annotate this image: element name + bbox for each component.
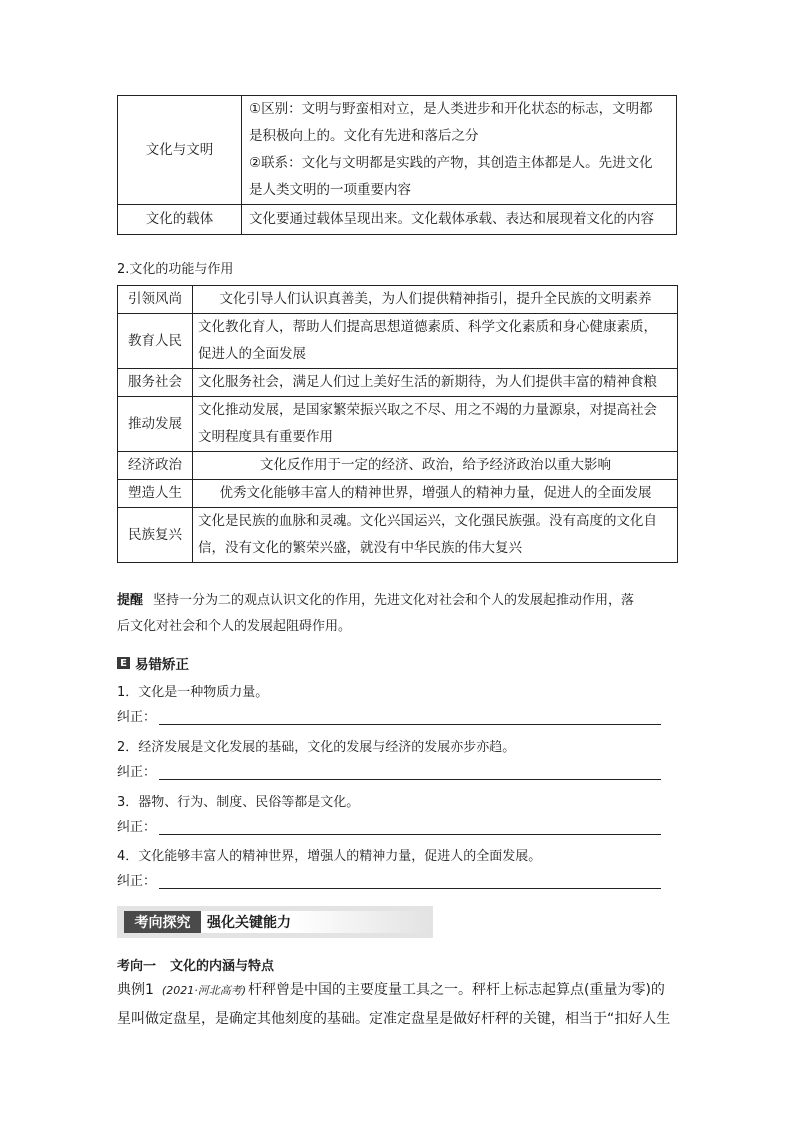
- kaoxiang-title: 文化的内涵与特点: [170, 959, 275, 974]
- cell-line: 文明程度具有重要作用: [198, 429, 333, 445]
- table-key-cell: 教育人民: [118, 314, 193, 369]
- table-key-cell: 文化与文明: [118, 96, 242, 205]
- table-key-cell: 经济政治: [118, 452, 193, 480]
- table-row: [118, 480, 678, 508]
- table-value-cell: [193, 369, 678, 397]
- table-key-cell: 服务社会: [118, 369, 193, 397]
- correction-e-icon: E: [117, 657, 130, 669]
- correction-item: 1．文化是一种物质力量。: [117, 685, 269, 700]
- table-value-cell: [193, 286, 678, 314]
- correction-item: 3．器物、行为、制度、民俗等都是文化。: [117, 795, 360, 810]
- correction-heading: [117, 653, 189, 673]
- cell-line: 是人类文明的一项重要内容: [249, 182, 411, 198]
- correction-item: 4．文化能够丰富人的精神世界，增强人的精神力量，促进人的全面发展。: [117, 849, 542, 864]
- table-row: [118, 369, 678, 397]
- answer-blank-input[interactable]: [159, 762, 661, 780]
- table-key-cell: 引领风尚: [118, 286, 193, 314]
- table-row: [118, 452, 678, 480]
- answer-row: [117, 816, 661, 835]
- kaoxiang-label: 考向一: [117, 959, 157, 974]
- table-value-cell: [193, 314, 678, 369]
- answer-row: [117, 706, 661, 725]
- table-row: [118, 96, 677, 205]
- answer-label: 纠正：: [117, 874, 157, 889]
- example-source: (2021·河北高考): [161, 984, 246, 997]
- table-value-cell: [193, 397, 678, 452]
- cell-line: 是积极向上的。文化有先进和落后之分: [249, 128, 479, 144]
- example-line: [117, 976, 681, 1005]
- tip-label: 提醒: [117, 593, 144, 608]
- cell-line: 文化推动发展，是国家繁荣振兴取之不尽、用之不竭的力量源泉，对提高社会: [198, 402, 657, 418]
- table-key-cell: 塑造人生: [118, 480, 193, 508]
- answer-label: 纠正：: [117, 820, 157, 835]
- table-value-cell: [242, 205, 677, 235]
- cell-line: 促进人的全面发展: [198, 346, 306, 362]
- cell-line: 文化要通过载体呈现出来。文化载体承载、表达和展现着文化的内容: [249, 211, 654, 227]
- cell-line: 文化引导人们认识真善美，为人们提供精神指引，提升全民族的文明素养: [219, 291, 652, 307]
- culture-civilization-table: [117, 95, 677, 235]
- table-row: [118, 286, 678, 314]
- answer-blank-input[interactable]: [159, 871, 661, 889]
- cell-line: 文化教化育人，帮助人们提高思想道德素质、科学文化素质和身心健康素质，: [198, 319, 657, 335]
- section-heading: 2.文化的功能与作用: [117, 262, 234, 277]
- cell-line: ①区别：文明与野蛮相对立，是人类进步和开化状态的标志，文明都: [249, 101, 653, 117]
- cell-line: 文化是民族的血脉和灵魂。文化兴国运兴，文化强民族强。没有高度的文化自: [198, 513, 657, 529]
- table-key-cell: 民族复兴: [118, 508, 193, 563]
- section-banner: [117, 906, 433, 938]
- answer-blank-input[interactable]: [159, 817, 661, 835]
- tip-text: 坚持一分为二的观点认识文化的作用，先进文化对社会和个人的发展起推动作用，落: [153, 593, 635, 608]
- tip-line: 后文化对社会和个人的发展起阻碍作用。: [117, 619, 352, 634]
- tip-paragraph: [117, 588, 678, 640]
- answer-row: [117, 870, 661, 889]
- culture-function-table: [117, 285, 678, 563]
- table-key-cell: 文化的载体: [118, 205, 242, 235]
- cell-line: 文化服务社会，满足人们过上美好生活的新期待，为人们提供丰富的精神食粮: [198, 374, 657, 390]
- table-row: [118, 314, 678, 369]
- tip-line: [117, 588, 678, 614]
- cell-line: 文化反作用于一定的经济、政治，给予经济政治以重大影响: [260, 457, 611, 473]
- answer-blank-input[interactable]: [159, 707, 661, 725]
- correction-item: 2．经济发展是文化发展的基础，文化的发展与经济的发展亦步亦趋。: [117, 740, 516, 755]
- example-paragraph: [117, 976, 681, 1033]
- kaoxiang-heading: [117, 955, 288, 974]
- example-line: 星叫做定盘星，是确定其他刻度的基础。定准定盘星是做好杆秤的关键，相当于“扣好人生: [117, 1011, 671, 1027]
- example-text: 杆秤曾是中国的主要度量工具之一。秤杆上标志起算点(重量为零)的: [248, 982, 665, 998]
- table-row: [118, 205, 677, 235]
- table-value-cell: [193, 480, 678, 508]
- answer-row: [117, 761, 661, 780]
- table-value-cell: [193, 508, 678, 563]
- answer-label: 纠正：: [117, 765, 157, 780]
- correction-title: 易错矫正: [135, 657, 189, 673]
- cell-line: ②联系：文化与文明都是实践的产物，其创造主体都是人。先进文化: [249, 155, 653, 171]
- table-row: [118, 397, 678, 452]
- banner-left-label: 考向探究: [124, 911, 201, 933]
- cell-line: 优秀文化能够丰富人的精神世界，增强人的精神力量，促进人的全面发展: [219, 485, 652, 501]
- table-value-cell: [242, 96, 677, 205]
- table-value-cell: [193, 452, 678, 480]
- table-key-cell: 推动发展: [118, 397, 193, 452]
- banner-right-label: 强化关键能力: [201, 911, 429, 933]
- cell-line: 信，没有文化的繁荣兴盛，就没有中华民族的伟大复兴: [198, 540, 522, 556]
- table-row: [118, 508, 678, 563]
- example-label: 典例1: [117, 982, 154, 998]
- answer-label: 纠正：: [117, 710, 157, 725]
